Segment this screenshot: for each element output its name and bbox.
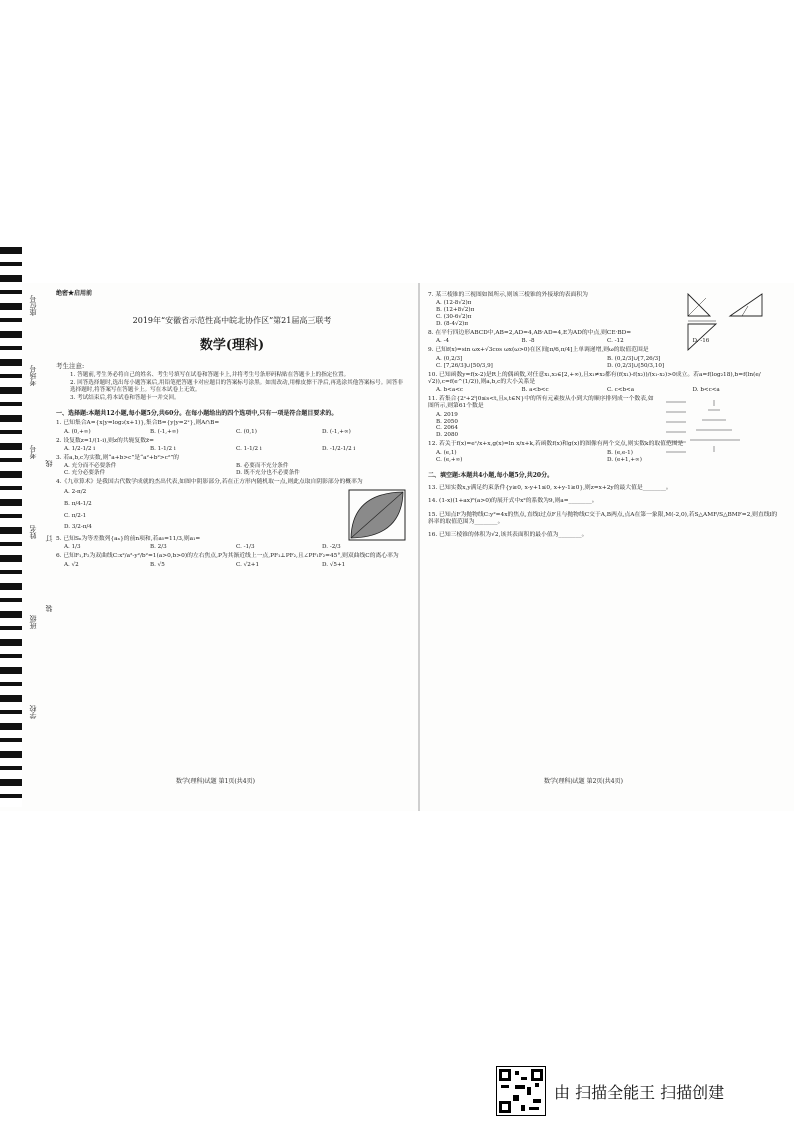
exam-title: 2019年“安徽省示范性高中皖北协作区”第21届高三联考 <box>132 315 332 325</box>
option-a: A. (12-8√2)π <box>436 300 472 307</box>
question-6 <box>56 553 408 568</box>
note-3: 3. 考试结束后,将本试卷和答题卡一并交回。 <box>70 394 180 401</box>
option-b: B. (12+8√2)π <box>436 307 475 314</box>
note-2: 2. 回答选择题时,选出每小题答案后,用铅笔把答题卡对应题目的答案标号涂黑。如需改动,用橡皮擦干净后,再选涂其他答案标号。回答非选择题时,将答案写在答题卡上。写在本试卷上无效。 <box>70 379 404 393</box>
question-stem: 10. 已知函数y=f(x-2)是R上的偶函数,对任意x₁,x₂∈[2,+∞),且x₁≠x₂都有(f(x₁)-f(x₂))/(x₁-x₂)>0成立。若a=f(log₂18),b=f(ln(e/√2)),c=f(e^(1/2)),则a,b,c的大小关系是 <box>428 371 761 385</box>
question-options <box>64 487 264 534</box>
option-b: B. π/4-1/2 <box>64 500 92 507</box>
right-page <box>428 290 778 540</box>
option-b: B. 必要而不充分条件 <box>236 462 289 469</box>
question-13: 13. 已知实数x,y满足约束条件{y≥0, x-y+1≤0, x+y-1≥0},则z=x+2y的最大值是________。 <box>428 485 672 492</box>
question-3 <box>56 455 408 477</box>
binding-barcode-strip <box>0 247 22 807</box>
option-b: B. -8 <box>521 338 535 345</box>
question-stem: 3. 若a,b,c为实数,则“a+b>c”是“a²+b²>c²”的 <box>56 454 179 461</box>
option-c: C. [7,26/3]∪[50/3,9] <box>436 362 493 369</box>
note-1: 1. 答题前,考生务必将自己的姓名、考生号填写在试卷和答题卡上,并将考生号条形码粘贴在答题卡上的指定位置。 <box>70 371 350 378</box>
option-c: C. -12 <box>607 338 624 345</box>
seal-mark-1: 线 <box>45 460 53 467</box>
margin-exam-no: 考号 <box>29 445 37 459</box>
question-options <box>64 429 408 436</box>
option-b: B. 2/3 <box>150 544 167 551</box>
question-10 <box>428 372 778 394</box>
question-options <box>64 544 408 551</box>
option-d: D. (8-4√2)π <box>436 321 469 328</box>
qr-code-icon <box>496 1066 546 1116</box>
option-c: C. 2064 <box>436 425 458 432</box>
option-b: B. (e,e-1) <box>607 449 633 456</box>
leaf-square-figure <box>348 489 406 541</box>
option-b: B. a<b<c <box>521 387 549 394</box>
question-stem: 6. 已知F₁,F₂为双曲线C:x²/a²-y²/b²=1(a>0,b>0)的左右焦点,P为其渐近线上一点,PF₁⊥PF₂,且∠PF₁F₂=45°,则双曲线C的离心率为 <box>56 553 399 560</box>
margin-seat: 座位号 <box>29 295 37 316</box>
option-d: D. √5+1 <box>322 561 346 568</box>
option-c: C. -1/3 <box>236 544 255 551</box>
question-options <box>436 387 778 394</box>
question-options <box>436 356 778 370</box>
option-c: C. (0,1) <box>236 428 257 435</box>
question-16: 16. 已知三棱锥的体积为√2,该其表面积的最小值为________。 <box>428 532 588 539</box>
left-page <box>56 290 408 571</box>
question-stem: 2. 设复数z=1/(1-i),则z的共轭复数z̄= <box>56 437 154 444</box>
option-c: C. (30-6√2)π <box>436 314 472 321</box>
question-stem: 7. 某三棱锥的三视图如图所示,则该三棱锥的外接球的表面积为 <box>428 292 588 298</box>
option-b: B. 2050 <box>436 418 458 425</box>
scanner-watermark-text: 由 扫描全能王 扫描创建 <box>554 1083 725 1102</box>
three-view-figure <box>686 292 766 354</box>
question-options <box>64 463 408 477</box>
question-stem: 12. 若关于f(x)=eˣ/x+x,g(x)=ln x/x+k,若函数f(x)和g(x)的图像有两个交点,则实数k的取值范围是 <box>428 441 684 448</box>
option-a: A. 1/2-1/2 i <box>64 445 96 452</box>
question-options <box>436 412 636 440</box>
question-options <box>64 562 408 569</box>
binding-margin <box>24 285 52 805</box>
margin-name: 姓名 <box>29 525 37 539</box>
option-b: B. (0,2/3]∪[7,26/3] <box>607 355 661 362</box>
question-15: 15. 已知点F为抛物线C:y²=4x的焦点,直线l过点F且与抛物线C交于A,B两点,点A在第一象限,M(-2,0),若S△AMF/S△BMF=2,则直线l的斜率的取值范围为________。 <box>428 511 778 525</box>
margin-school: 学校 <box>29 705 37 719</box>
confidential-label: 绝密★启用前 <box>56 290 93 297</box>
option-d: D. -1/2-1/2 i <box>322 445 356 452</box>
option-a: A. -4 <box>436 338 450 345</box>
option-c: C. 1-1/2 i <box>236 445 262 452</box>
option-c: C. c<b<a <box>607 387 635 394</box>
option-a: A. 充分而不必要条件 <box>64 462 117 469</box>
margin-class: 班级 <box>29 615 37 629</box>
option-a: A. 1/3 <box>64 544 81 551</box>
question-stem: 5. 已知Sₙ为等差数列{aₙ}的前n项和,若a₅=11/3,则a₁= <box>56 536 201 543</box>
section-1-heading: 一、选择题:本题共12小题,每小题5分,共60分。在每小题给出的四个选项中,只有一项是符合题目要求的。 <box>56 409 338 417</box>
question-7 <box>428 292 778 328</box>
option-a: A. √2 <box>64 561 79 568</box>
option-d: D. (-1,+∞) <box>322 428 351 435</box>
seal-mark-3: 装 <box>45 605 53 612</box>
option-a: A. (e,1) <box>436 449 457 456</box>
option-d: D. (0,2/3]∪[50/3,10] <box>607 362 665 369</box>
option-c: C. (e,+∞) <box>436 456 463 463</box>
option-b: B. (-1,+∞) <box>150 428 179 435</box>
question-2 <box>56 438 408 453</box>
option-d: D. 既不充分也不必要条件 <box>236 469 300 476</box>
question-4 <box>56 479 408 534</box>
option-c: C. 充分必要条件 <box>64 469 106 476</box>
option-d: D. -16 <box>692 338 710 345</box>
option-d: D. -2/3 <box>322 544 341 551</box>
left-page-footer: 数学(理科)试题 第1页(共4页) <box>176 778 255 785</box>
option-c: C. π/2-1 <box>64 512 87 519</box>
option-a: A. b<a<c <box>436 387 464 394</box>
question-options <box>436 300 636 328</box>
notes-title: 考生注意: <box>56 361 85 370</box>
option-d: D. 3/2-π/4 <box>64 524 92 531</box>
question-stem: 8. 在平行四边形ABCD中,AB=2,AD=4,AB·AD=4,E为AD的中点,则CE·BD= <box>428 330 632 337</box>
option-a: A. 2019 <box>436 411 458 418</box>
option-d: D. (e+1,+∞) <box>607 456 642 463</box>
option-d: D. 2080 <box>436 432 459 439</box>
option-d: D. b<c<a <box>692 387 720 394</box>
option-a: A. 2-π/2 <box>64 489 87 496</box>
question-stem: 4.《九章算术》是我国古代数学成就的杰出代表,如图中阴影部分,若在正方形内随机取一点,则此点取自阴影部分的概率为 <box>56 478 363 485</box>
margin-room: 考场号 <box>29 365 37 386</box>
right-page-footer: 数学(理科)试题 第2页(共4页) <box>544 778 623 785</box>
question-11 <box>428 396 778 439</box>
option-b: B. 1-1/2 i <box>150 445 176 452</box>
question-14: 14. (1-x)(1+ax)⁶(a>0)的展开式中x²的系数为9,则a=________。 <box>428 498 598 505</box>
section-2-heading: 二、填空题:本题共4小题,每小题5分,共20分。 <box>428 471 554 479</box>
question-stem: 11. 若集合{2ˢ+2ᵗ|0≤s<t,且s,t∈N}中的所有元素按从小到大的顺序排列成一个数表,如图所示,则第61个数是 <box>428 396 654 410</box>
option-a: A. (0,2/3] <box>436 355 463 362</box>
page-fold <box>418 283 420 811</box>
subject-title: 数学(理科) <box>199 337 265 353</box>
option-a: A. (0,+∞) <box>64 428 91 435</box>
option-c: C. √2+1 <box>236 561 260 568</box>
option-b: B. √5 <box>150 561 165 568</box>
number-table-figure <box>664 396 764 456</box>
question-1 <box>56 420 408 435</box>
question-stem: 9. 已知f(x)=sin ωx+√3cos ωx(ω>0)在区间[π/6,π/4]上单调递增,则ω的取值范围是 <box>428 347 649 354</box>
question-options <box>64 446 408 453</box>
question-stem: 1. 已知集合A={x|y=log₂(x+1)},集合B={y|y=2ˣ},则A∩B= <box>56 420 220 427</box>
seal-mark-2: 订 <box>45 535 53 542</box>
